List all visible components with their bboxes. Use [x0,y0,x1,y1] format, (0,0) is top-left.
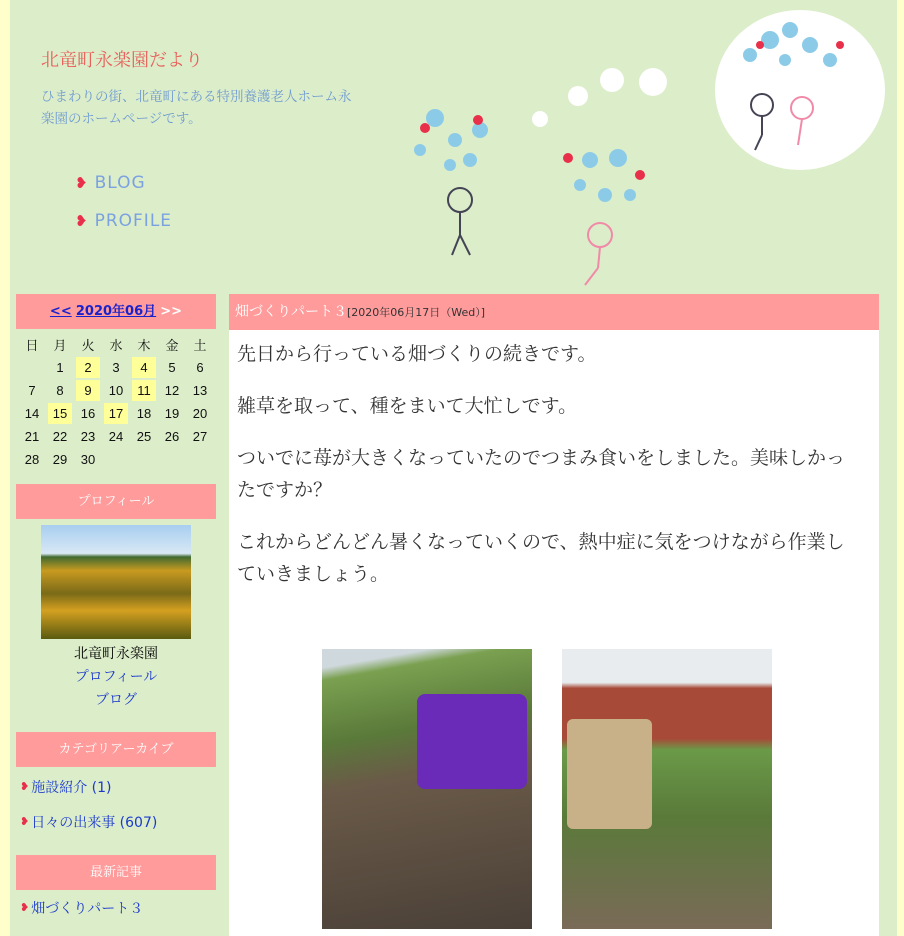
post-paragraph: 雑草を取って、種をまいて大忙しです。 [237,395,578,417]
site-title[interactable]: 北竜町永楽園だより [41,50,203,71]
calendar-day: 19 [164,406,180,421]
calendar-weekday: 土 [193,338,207,353]
header-illustration [390,0,897,290]
calendar-week [20,357,212,378]
profile-heading: プロフィール [16,484,216,519]
post-paragraph: 先日から行っている畑づくりの続きです。 [237,343,597,365]
calendar-day [160,449,184,470]
calendar [16,332,216,472]
nav-profile[interactable] [75,211,172,231]
post-title[interactable]: 畑づくりパート３ [235,304,347,320]
heart-icon: ❥ [20,780,30,793]
photo-figure [417,694,527,789]
profile-box [16,525,216,712]
calendar-day: 27 [192,429,208,444]
calendar-week [20,403,212,424]
calendar-day: 16 [80,406,96,421]
page [10,0,897,936]
calendar-day: 24 [108,429,124,444]
calendar-day: 30 [80,452,96,467]
blog-link[interactable]: ブログ [95,692,137,708]
calendar-day-with-post[interactable]: 11 [132,380,156,401]
post-paragraph: ついでに苺が大きくなっていたのでつまみ食いをしました。美味しかったですか？ [237,447,846,501]
calendar-day-with-post[interactable]: 15 [48,403,72,424]
calendar-day: 21 [24,429,40,444]
category-heading: カテゴリアーカイブ [16,732,216,767]
nav-blog-label: BLOG [94,173,146,193]
post-header [229,294,879,330]
calendar-day: 18 [136,406,152,421]
calendar-day-with-post[interactable]: 17 [104,403,128,424]
calendar-day: 29 [52,452,68,467]
heart-icon: ❥ [20,815,30,828]
sunflower-photo [41,525,191,639]
category-label: 日々の出来事 (607) [31,814,158,831]
calendar-weekday: 日 [25,338,39,353]
calendar-day [104,449,128,470]
header [10,0,897,290]
calendar-day-with-post[interactable]: 2 [76,357,100,378]
calendar-day: 10 [108,383,124,398]
profile-link[interactable]: プロフィール [74,669,158,685]
post-body [229,338,879,590]
post-photo-1[interactable] [322,649,532,929]
calendar-weekday: 木 [137,338,151,353]
calendar-day [132,449,156,470]
nav-profile-label: PROFILE [94,211,173,231]
calendar-day: 22 [52,429,68,444]
calendar-day: 5 [168,360,176,375]
calendar-day: 23 [80,429,96,444]
category-item[interactable] [16,769,216,804]
calendar-day: 13 [192,383,208,398]
calendar-prev-link[interactable]: << [49,304,72,319]
heart-icon: ❥ [75,212,89,230]
calendar-header [16,294,216,329]
category-item[interactable] [16,804,216,839]
photo-figure [567,719,652,829]
calendar-weekday: 火 [81,338,95,353]
sidebar [16,294,216,925]
heart-icon: ❥ [75,174,89,192]
post-photo-2[interactable] [562,649,772,929]
post-paragraph: これからどんどん暑くなっていくので、熱中症に気をつけながら作業していきましょう。 [237,531,845,585]
calendar-month-link[interactable]: 2020年06月 [75,304,157,319]
calendar-day: 1 [56,360,64,375]
calendar-weekday: 金 [165,338,179,353]
calendar-day: 25 [136,429,152,444]
nav-blog[interactable] [75,173,146,193]
category-label: 施設紹介 (1) [31,779,112,796]
calendar-next-link[interactable]: >> [160,304,183,319]
calendar-week [20,380,212,401]
calendar-day: 6 [196,360,204,375]
calendar-weekday: 月 [53,338,67,353]
calendar-day [20,357,44,378]
calendar-day: 8 [56,383,64,398]
recent-label: 畑づくりパート３ [31,900,144,917]
calendar-day: 26 [164,429,180,444]
calendar-day-with-post[interactable]: 4 [132,357,156,378]
recent-item[interactable] [16,890,216,925]
post-date: [2020年06月17日（Wed）] [347,306,486,319]
calendar-day: 7 [28,383,36,398]
calendar-day [188,449,212,470]
calendar-day: 14 [24,406,40,421]
profile-name: 北竜町永楽園 [74,646,158,662]
calendar-week [20,426,212,447]
category-list [16,769,216,839]
calendar-weekday: 水 [109,338,123,353]
calendar-day: 20 [192,406,208,421]
recent-heading: 最新記事 [16,855,216,890]
calendar-day: 3 [112,360,120,375]
calendar-week [20,449,212,470]
calendar-day: 12 [164,383,180,398]
heart-icon: ❥ [20,901,30,914]
post [229,294,879,936]
site-description: ひまわりの街、北竜町にある特別養護老人ホーム永楽園のホームページです。 [41,89,352,127]
calendar-day: 28 [24,452,40,467]
calendar-day-with-post[interactable]: 9 [76,380,100,401]
